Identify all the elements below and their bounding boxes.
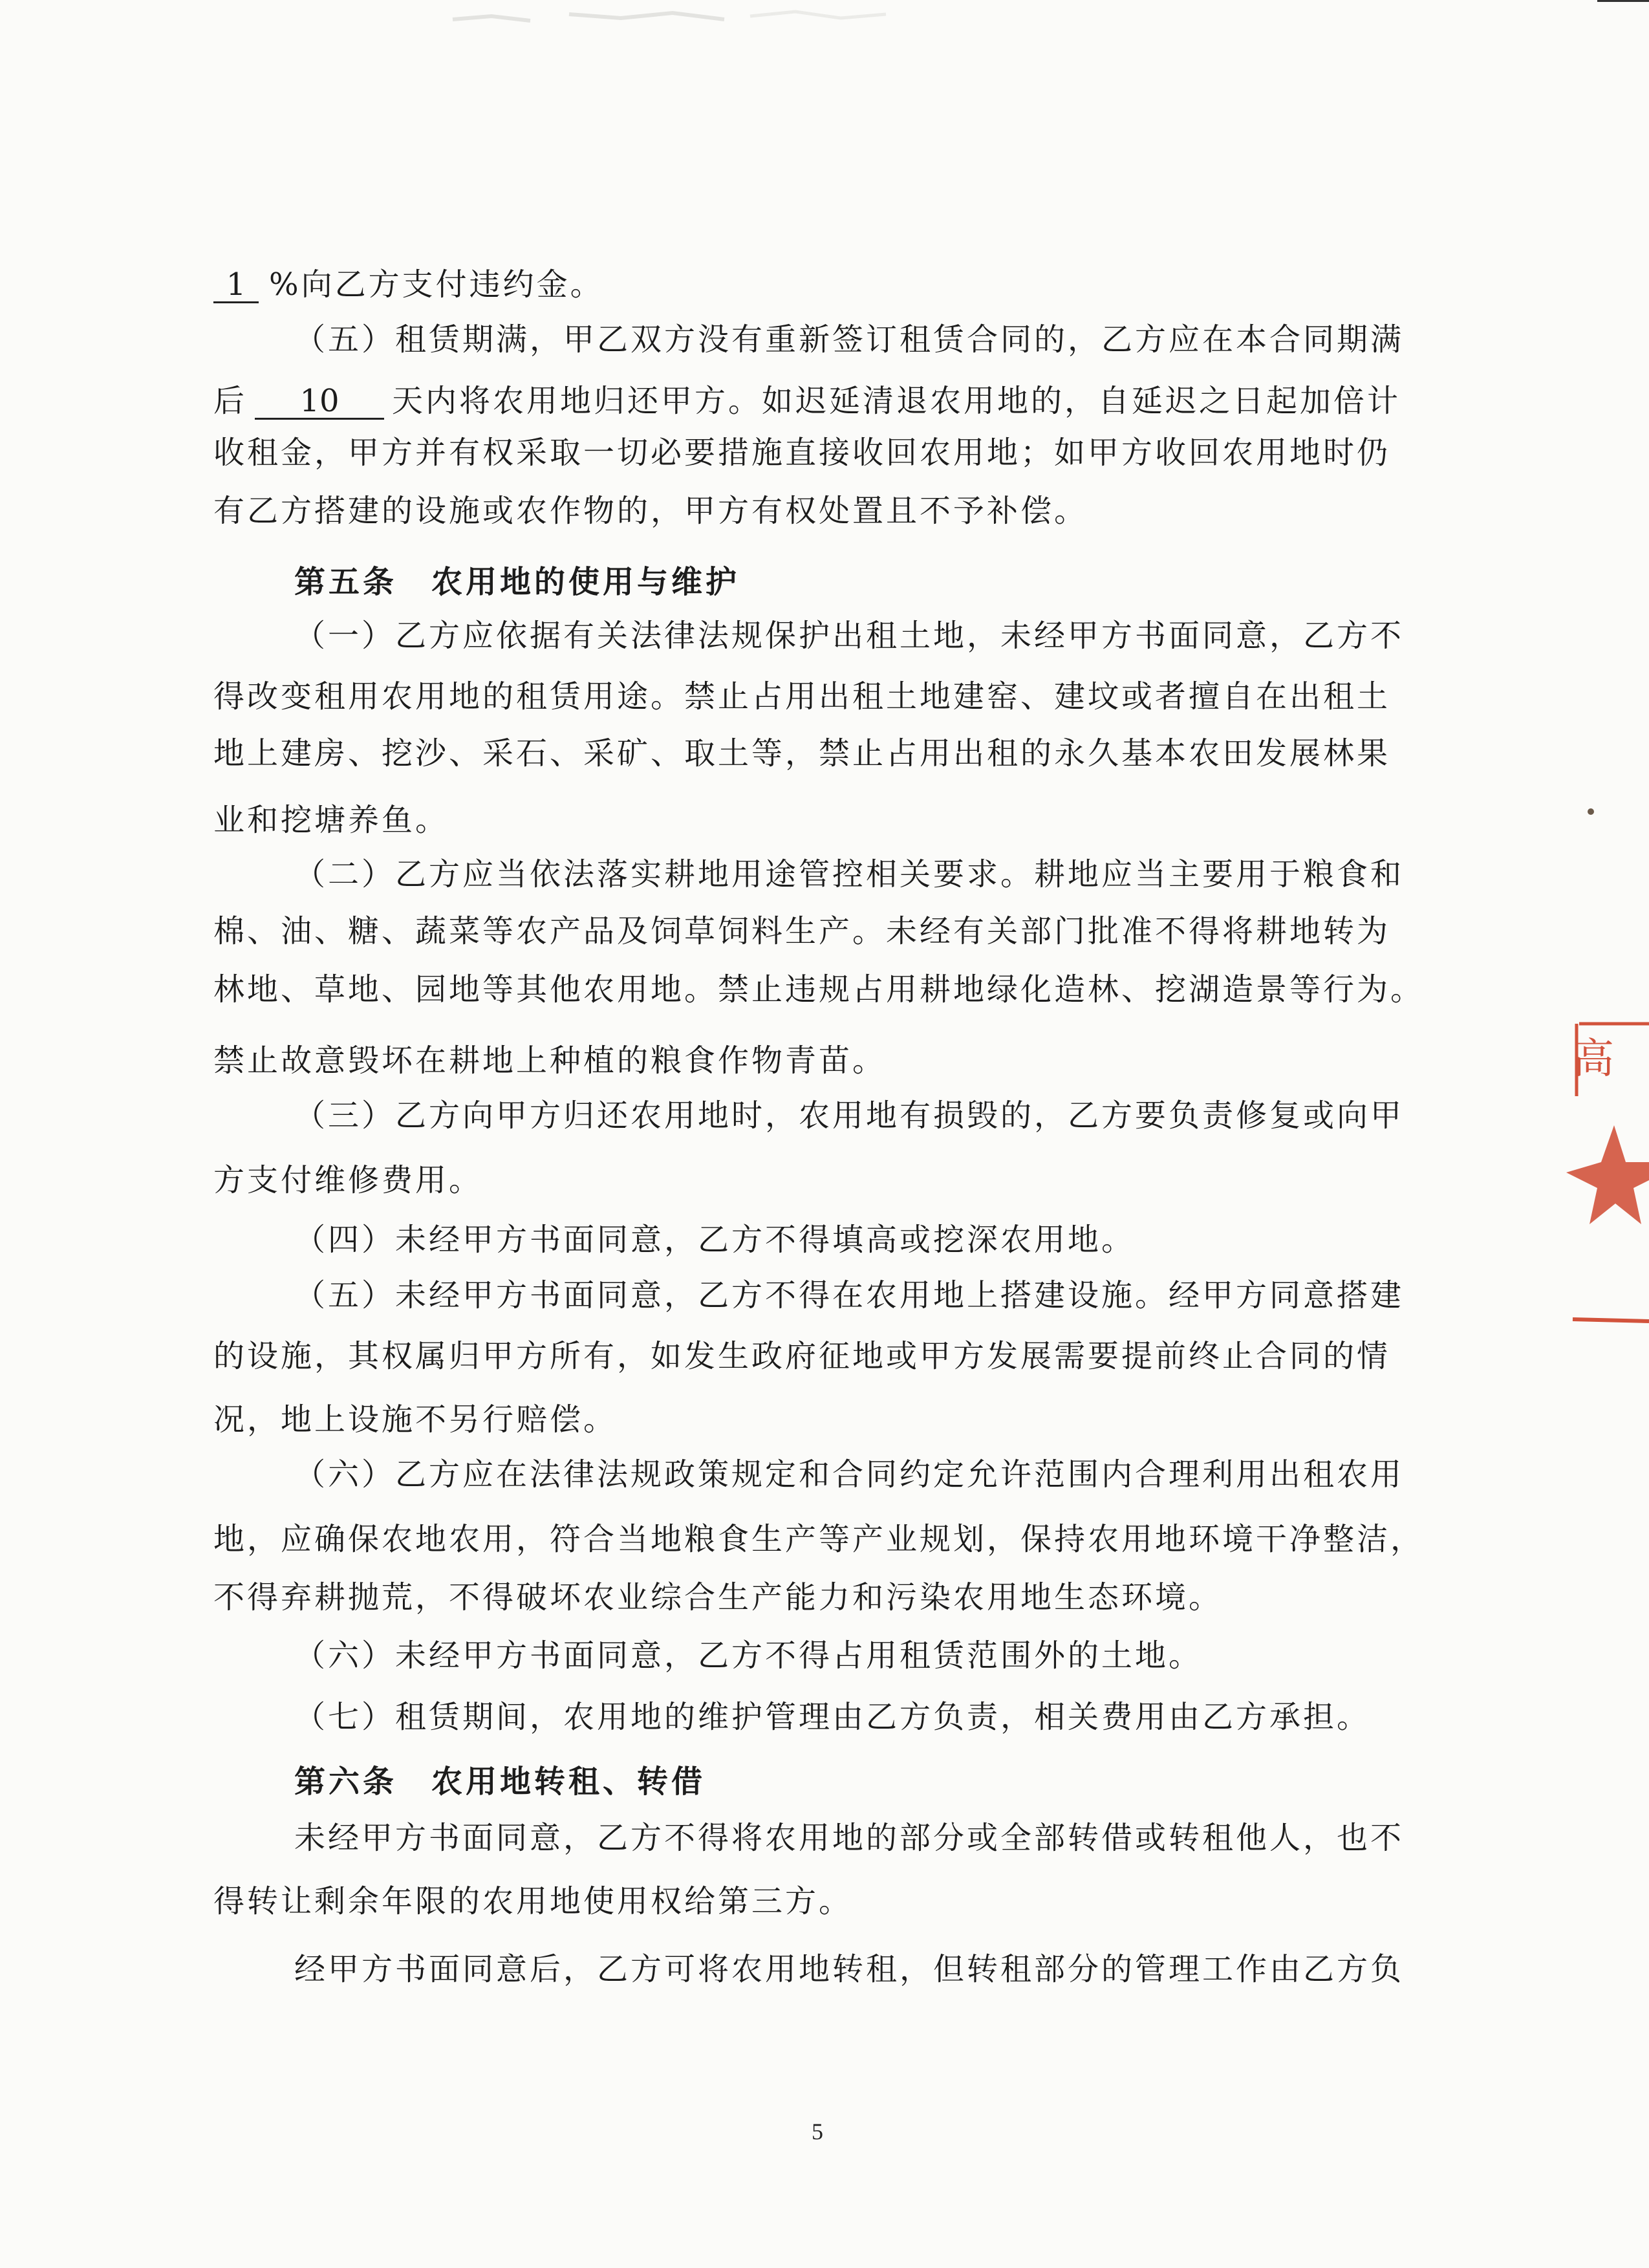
clause-5-2-line-2: 棉、油、糖、蔬菜等农产品及饲草饲料生产。未经有关部门批准不得将耕地转为 [213,913,1391,949]
page-number: 5 [812,2119,823,2144]
clause-5-1-line-3: 地上建房、挖沙、采石、采矿、取土等，禁止占用出租的永久基本农田发展林果 [213,735,1391,772]
penalty-clause-text: %向乙方支付违约金。 [269,266,604,303]
clause-5-4-line: （四）未经甲方书面同意，乙方不得填高或挖深农用地。 [294,1222,1136,1258]
clause-5-2-line-4: 禁止故意毁坏在耕地上种植的粮食作物青苗。 [213,1042,887,1079]
clause-5-1-line-1: （一）乙方应依据有关法律法规保护出租土地，未经甲方书面同意，乙方不 [294,618,1405,654]
clause-5-7-line: （七）租赁期间，农用地的维护管理由乙方负责，相关费用由乙方承担。 [294,1699,1371,1735]
article-5-heading: 第五条 农用地的使用与维护 [294,564,740,600]
top-bleed-through-marks [0,0,1649,78]
clause-5-5-line-3: 况，地上设施不另行赔偿。 [213,1401,618,1438]
return-days-blank: 10 [255,384,384,420]
clause-5-1-line-4: 业和挖塘养鱼。 [213,802,449,838]
seal-character: 高 [1573,1035,1614,1083]
clause-5-3-line-2: 方支付维修费用。 [213,1162,483,1198]
clause-4-5-line-4: 有乙方搭建的设施或农作物的，甲方有权处置且不予补偿。 [213,493,1088,529]
clause-4-5-line-2 [213,382,1401,420]
clause-5-5-line-1: （五）未经甲方书面同意，乙方不得在农用地上搭建设施。经甲方同意搭建 [294,1277,1405,1313]
clause-4-5-line-3: 收租金，甲方并有权采取一切必要措施直接收回农用地；如甲方收回农用地时仍 [213,435,1391,471]
article-6-para-1-line-1: 未经甲方书面同意，乙方不得将农用地的部分或全部转借或转租他人，也不 [294,1820,1405,1856]
clause-4-5-line-1: （五）租赁期满，甲乙双方没有重新签订租赁合同的，乙方应在本合同期满 [294,321,1405,358]
clause-5-6a-line-1: （六）乙方应在法律法规政策规定和合同约定允许范围内合理利用出租农用 [294,1456,1405,1493]
clause-4-5-suffix: 天内将农用地归还甲方。如迟延清退农用地的，自延迟之日起加倍计 [392,383,1401,419]
clause-5-6b-line: （六）未经甲方书面同意，乙方不得占用租赁范围外的土地。 [294,1637,1203,1674]
article-6-para-2-line-1: 经甲方书面同意后，乙方可将农用地转租，但转租部分的管理工作由乙方负 [294,1951,1405,1987]
clause-5-1-line-2: 得改变租用农用地的租赁用途。禁止占用出租土地建窑、建坟或者擅自在出租土 [213,678,1391,715]
clause-5-6a-line-3: 不得弃耕抛荒，不得破坏农业综合生产能力和污染农用地生态环境。 [213,1579,1223,1615]
clause-5-2-line-3: 林地、草地、园地等其他农用地。禁止违规占用耕地绿化造林、挖湖造景等行为。 [213,971,1425,1008]
penalty-clause-line [213,265,604,304]
clause-5-5-line-2: 的设施，其权属归甲方所有，如发生政府征地或甲方发展需要提前终止合同的情 [213,1338,1391,1374]
clause-5-3-line-1: （三）乙方向甲方归还农用地时，农用地有损毁的，乙方要负责修复或向甲 [294,1097,1405,1134]
clause-4-5-prefix: 后 [213,383,248,419]
article-6-para-1-line-2: 得转让剩余年限的农用地使用权给第三方。 [213,1883,853,1919]
clause-5-6a-line-2: 地，应确保农地农用，符合当地粮食生产等产业规划，保持农用地环境干净整洁， [213,1521,1425,1557]
star-icon [1566,1125,1649,1224]
penalty-percent-blank: 1 [213,268,259,303]
clause-5-2-line-1: （二）乙方应当依法落实耕地用途管控相关要求。耕地应当主要用于粮食和 [294,856,1405,892]
article-6-heading: 第六条 农用地转租、转借 [294,1764,706,1800]
scan-speck [1588,808,1594,815]
